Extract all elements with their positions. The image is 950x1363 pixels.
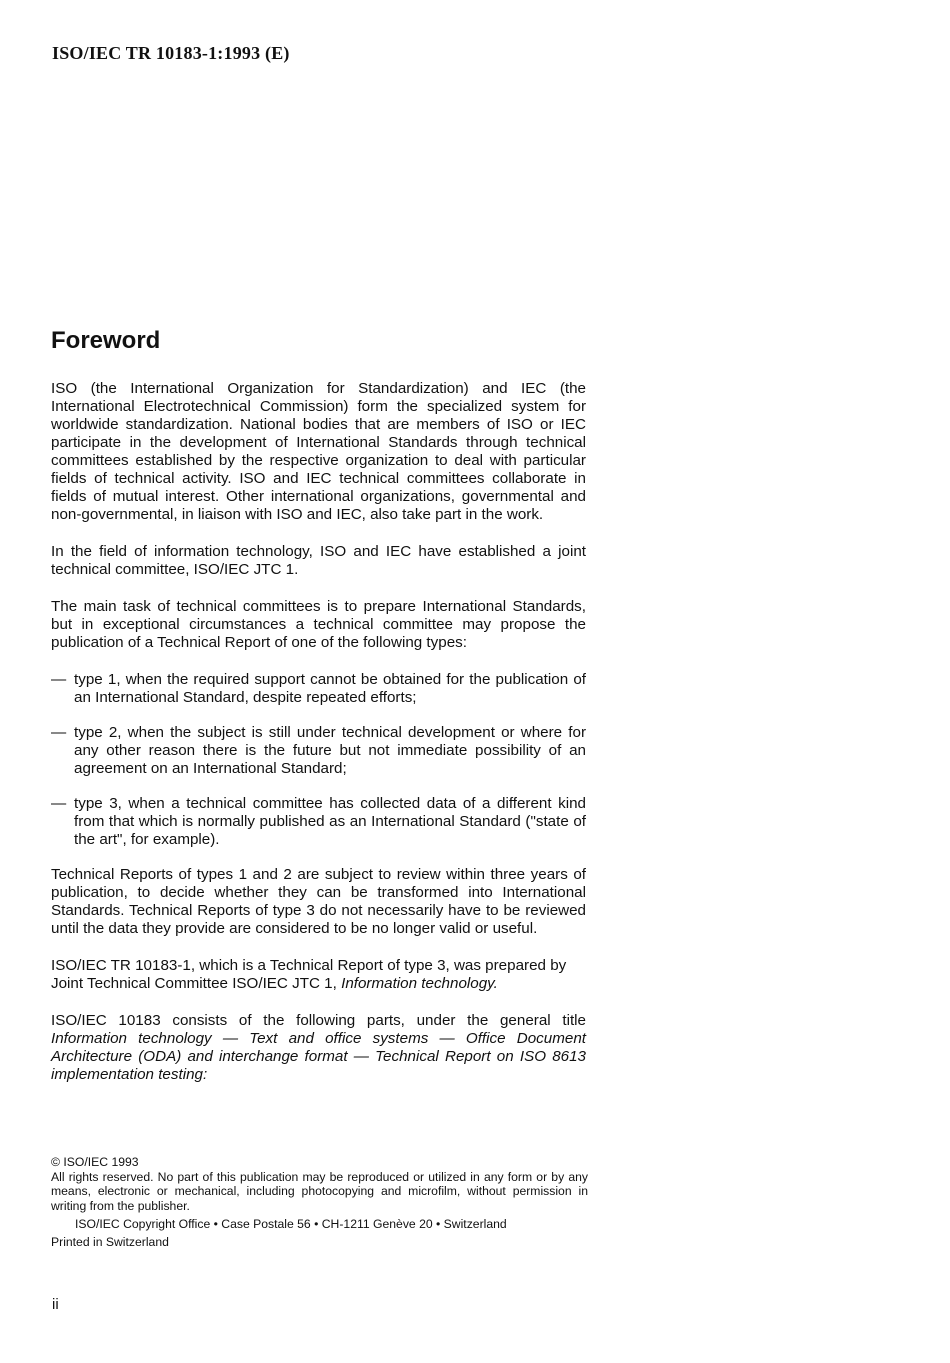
dash-marker: — bbox=[51, 724, 67, 741]
copyright-office-address: ISO/IEC Copyright Office • Case Postale 56 • CH-1211 Genève 20 • Switzerland bbox=[75, 1217, 507, 1231]
list-item-text: type 3, when a technical committee has collected data of a different kind from that which is normally published as an International Standard ("state of the art", for example). bbox=[74, 795, 586, 848]
list-item-text: type 1, when the required support cannot be obtained for the publication of an International Standard, despite repeated efforts; bbox=[74, 671, 586, 706]
foreword-body bbox=[51, 380, 586, 1103]
paragraph-parts-text: ISO/IEC 10183 consists of the following parts, under the general title bbox=[51, 1012, 586, 1029]
report-types-list bbox=[51, 671, 586, 849]
committee-title: Information technology. bbox=[341, 975, 498, 992]
list-item-text: type 2, when the subject is still under technical development or where for any other reason there is the future but not immediate possibility of an agreement on an International Standard; bbox=[74, 724, 586, 777]
paragraph-parts bbox=[51, 1012, 586, 1084]
dash-marker: — bbox=[51, 671, 67, 688]
document-header: ISO/IEC TR 10183-1:1993 (E) bbox=[52, 43, 290, 63]
printed-in: Printed in Switzerland bbox=[51, 1234, 169, 1249]
copyright-notice: © ISO/IEC 1993 bbox=[51, 1155, 139, 1169]
copyright-block bbox=[51, 1155, 588, 1249]
page-number: ii bbox=[52, 1296, 59, 1313]
section-title: Foreword bbox=[51, 327, 161, 354]
dash-marker: — bbox=[51, 795, 67, 812]
paragraph-main-task: The main task of technical committees is to prepare International Standards, but in exceptional circumstances a technical committee may propose the publication of a Technical Report of one of the following types: bbox=[51, 598, 586, 651]
list-item bbox=[51, 795, 586, 849]
rights-statement: All rights reserved. No part of this publication may be reproduced or utilized in any form or by any means, electronic or mechanical, including photocopying and microfilm, without permission in writing from the publisher. bbox=[51, 1169, 588, 1213]
paragraph-jtc1: In the field of information technology, ISO and IEC have established a joint technical committee, ISO/IEC JTC 1. bbox=[51, 543, 586, 578]
general-title: Information technology — Text and office systems — Office Document Architecture (ODA) and interchange format — Technical Report on ISO 8613 implementation testing: bbox=[51, 1030, 586, 1083]
paragraph-intro: ISO (the International Organization for Standardization) and IEC (the International Electrotechnical Commission) form the specialized system for worldwide standardization. National bodies that are members of ISO or IEC participate in the development of International Standards through technical committees established by the respective organization to deal with particular fields of technical activity. ISO and IEC technical committees collaborate in fields of mutual interest. Other international organizations, governmental and non-governmental, in liaison with ISO and IEC, also take part in the work. bbox=[51, 380, 586, 523]
paragraph-prepared-by bbox=[51, 957, 586, 993]
list-item bbox=[51, 671, 586, 707]
paragraph-prepared-by-text: ISO/IEC TR 10183-1, which is a Technical Report of type 3, was prepared by Joint Technical Committee ISO/IEC JTC 1, bbox=[51, 957, 567, 992]
paragraph-review: Technical Reports of types 1 and 2 are subject to review within three years of publication, to decide whether they can be transformed into International Standards. Technical Reports of type 3 do not necessarily have to be reviewed until the data they provide are considered to be no longer valid or useful. bbox=[51, 866, 586, 937]
list-item bbox=[51, 724, 586, 778]
